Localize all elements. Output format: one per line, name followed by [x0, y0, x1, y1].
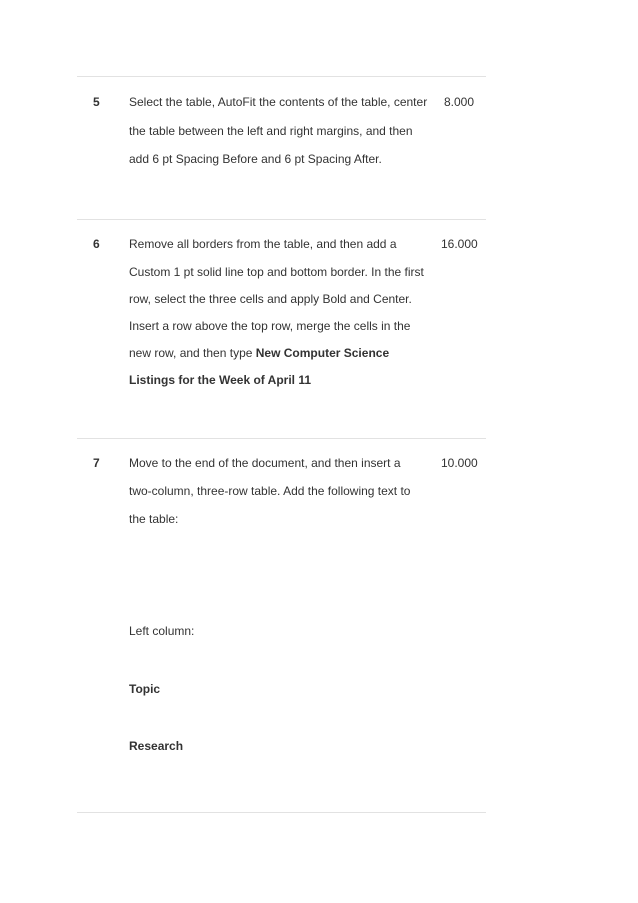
row-divider: [77, 438, 486, 439]
step-number: 5: [93, 95, 100, 109]
instruction-line: the table:: [129, 512, 179, 526]
instruction-line: Remove all borders from the table, and then add a: [129, 237, 397, 251]
instruction-text: new row, and then type: [129, 346, 256, 360]
row-divider: [77, 219, 486, 220]
step-points: 10.000: [441, 456, 478, 470]
instruction-line: add 6 pt Spacing Before and 6 pt Spacing After.: [129, 152, 382, 166]
table-item: Research: [129, 739, 184, 753]
step-number: 6: [93, 237, 100, 251]
instruction-line: [129, 346, 389, 360]
row-divider: [77, 812, 486, 813]
instruction-line: Select the table, AutoFit the contents of the table, center: [129, 95, 428, 109]
instruction-line: two-column, three-row table. Add the following text to: [129, 484, 411, 498]
table-item: Topic: [129, 682, 161, 696]
left-column-label: Left column:: [129, 624, 195, 638]
instruction-line: the table between the left and right margins, and then: [129, 124, 413, 138]
table-title-text: New Computer Science: [255, 346, 390, 360]
step-number: 7: [93, 456, 100, 470]
row-divider: [77, 76, 486, 77]
table-title-text: Listings for the Week of April 11: [129, 373, 312, 387]
step-points: 8.000: [444, 95, 475, 109]
instruction-line: Move to the end of the document, and then insert a: [129, 456, 401, 470]
instruction-line: Custom 1 pt solid line top and bottom border. In the first: [129, 265, 424, 279]
instruction-line: Insert a row above the top row, merge the cells in the: [129, 319, 411, 333]
instruction-line: row, select the three cells and apply Bold and Center.: [129, 292, 412, 306]
step-points: 16.000: [441, 237, 478, 251]
